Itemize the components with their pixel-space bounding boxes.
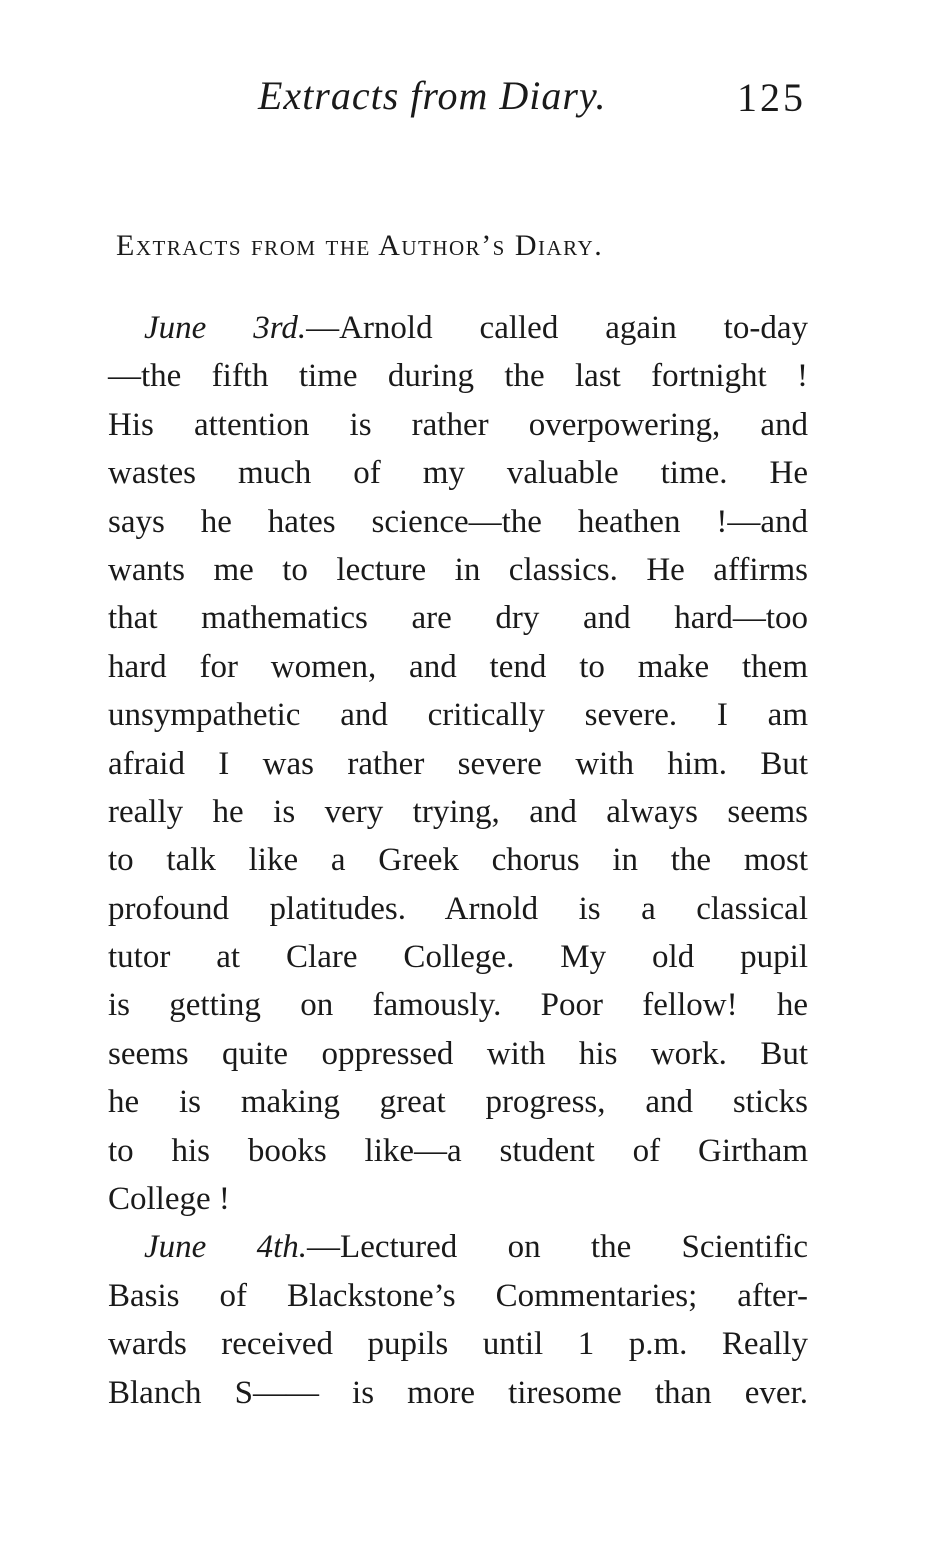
diary-line: he is making great progress, and sticks [108, 1084, 808, 1121]
running-head [0, 72, 951, 132]
diary-line: is getting on famously. Poor fellow! he [108, 987, 808, 1024]
diary-line: wants me to lecture in classics. He affirms [108, 551, 808, 588]
diary-line: really he is very trying, and always seems [108, 793, 808, 830]
diary-line: tutor at Clare College. My old pupil [108, 939, 808, 976]
diary-line: that mathematics are dry and hard—too [108, 600, 808, 637]
diary-line: seems quite oppressed with his work. But [108, 1035, 808, 1072]
diary-line: profound platitudes. Arnold is a classical [108, 890, 808, 927]
diary-line: wastes much of my valuable time. He [108, 455, 808, 492]
diary-body [108, 304, 808, 1417]
diary-line [108, 1223, 808, 1271]
diary-line [108, 304, 808, 352]
running-title: Extracts from Diary. [258, 73, 607, 118]
diary-line: —the fifth time during the last fortnight ! [108, 358, 808, 395]
diary-line: afraid I was rather severe with him. But [108, 745, 808, 782]
diary-line: wards received pupils until 1 p.m. Really [108, 1326, 808, 1363]
diary-line: Blanch S—— is more tiresome than ever. [108, 1374, 808, 1411]
diary-line: College ! [108, 1181, 230, 1218]
diary-line: hard for women, and tend to make them [108, 648, 808, 685]
page-number: 125 [737, 75, 806, 120]
entry-date: June 3rd. [144, 310, 307, 346]
diary-line: to talk like a Greek chorus in the most [108, 842, 808, 879]
diary-line: to his books like—a student of Girtham [108, 1132, 808, 1169]
section-heading: Extracts from the Author’s Diary. [116, 229, 604, 262]
entry-text: —Arnold called again to-day [306, 310, 808, 346]
diary-line: Basis of Blackstone’s Commentaries; after- [108, 1277, 808, 1314]
diary-line: His attention is rather overpowering, and [108, 406, 808, 443]
diary-line: says he hates science—the heathen !—and [108, 503, 808, 540]
entry-text: —Lectured on the Scientific [307, 1229, 808, 1266]
diary-line: unsympathetic and critically severe. I am [108, 697, 808, 734]
entry-date: June 4th. [144, 1229, 308, 1266]
